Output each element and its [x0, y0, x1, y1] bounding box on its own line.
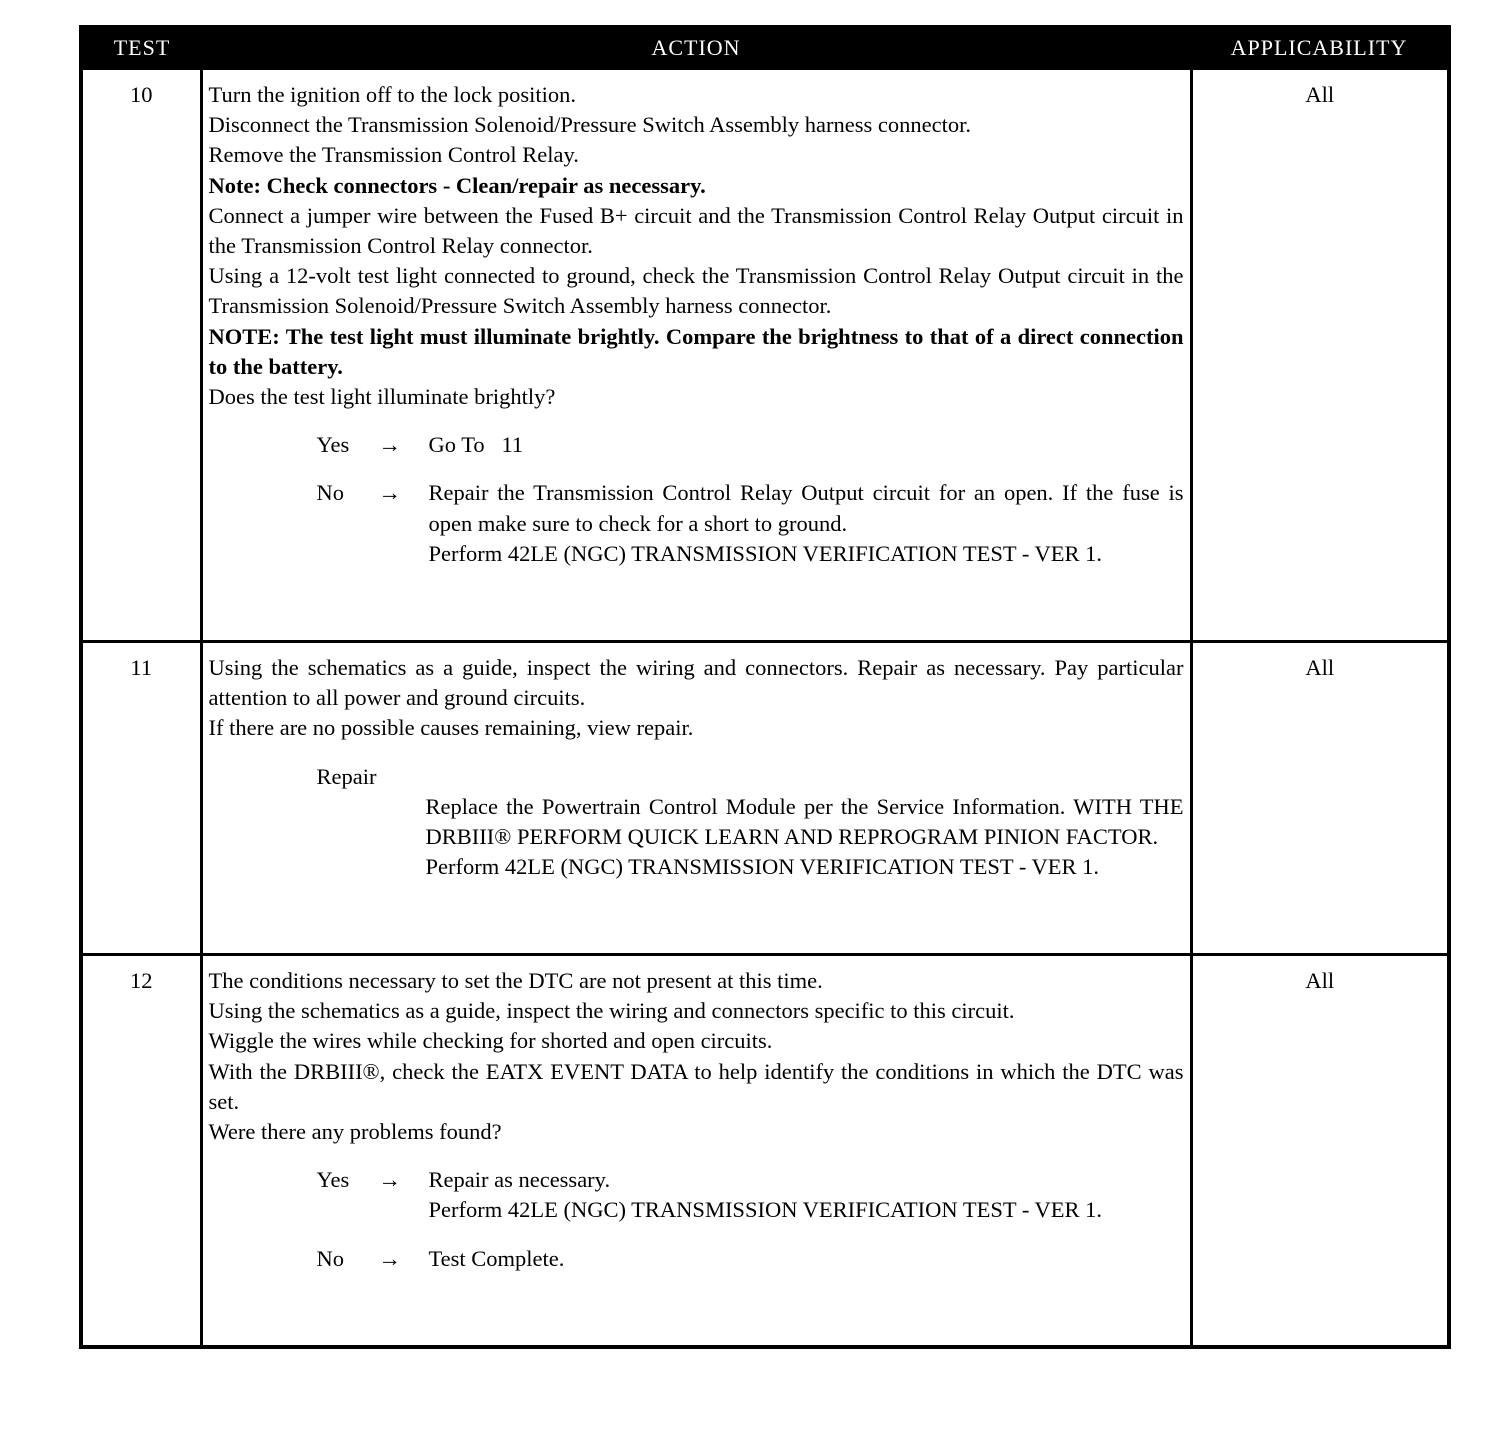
branch-yes — [209, 1165, 1184, 1225]
branch-block — [209, 1165, 1184, 1274]
action-cell — [201, 955, 1191, 1347]
table-header — [81, 27, 1449, 69]
action-line: Connect a jumper wire between the Fused B+ circuit and the Transmission Control Relay Output circuit in the Transmission Control Relay connector. — [208, 202, 1184, 259]
arrow-right-icon: → — [378, 1167, 401, 1193]
branch-result-text: Repair as necessary. — [428, 1167, 611, 1193]
branch-label: Yes — [316, 432, 350, 458]
branch-result — [429, 1165, 1184, 1225]
repair-block — [209, 762, 1184, 883]
action-note: NOTE: The test light must illuminate brightly. Compare the brightness to that of a direct connection to the battery. — [208, 323, 1184, 379]
arrow-right-icon: → — [378, 1245, 401, 1271]
action-note: Note: Check connectors - Clean/repair as necessary. — [208, 172, 706, 198]
table-row — [81, 69, 1449, 642]
action-question: Were there any problems found? — [208, 1119, 502, 1145]
diagnostic-table — [79, 25, 1451, 1349]
action-line: If there are no possible causes remaining, view repair. — [208, 715, 694, 741]
branch-yes — [209, 430, 1184, 460]
arrow-right-icon: → — [378, 480, 401, 506]
arrow-right-icon: → — [378, 432, 401, 458]
applicability-cell: All — [1191, 642, 1449, 955]
branch-label: Yes — [316, 1167, 350, 1193]
action-line: Disconnect the Transmission Solenoid/Pressure Switch Assembly harness connector. — [208, 112, 971, 138]
action-cell — [201, 642, 1191, 955]
action-line: Remove the Transmission Control Relay. — [208, 142, 579, 168]
repair-text-line: Replace the Powertrain Control Module per the Service Information. WITH THE DRBIII® PERFORM QUICK LEARN AND REPROGRAM PINION FACTOR. — [425, 793, 1184, 850]
table-row — [81, 642, 1449, 955]
action-question: Does the test light illuminate brightly? — [208, 384, 556, 410]
action-line: The conditions necessary to set the DTC are not present at this time. — [208, 968, 823, 993]
action-line: Turn the ignition off to the lock position. — [208, 82, 577, 107]
action-line: Using the schematics as a guide, inspect the wiring and connectors specific to this circuit. — [208, 998, 1015, 1024]
applicability-cell: All — [1191, 955, 1449, 1347]
header-action: ACTION — [201, 27, 1191, 69]
table-row — [81, 955, 1449, 1347]
repair-text-line: Perform 42LE (NGC) TRANSMISSION VERIFICATION TEST - VER 1. — [425, 854, 1100, 880]
repair-label: Repair — [316, 763, 377, 789]
applicability-cell: All — [1191, 69, 1449, 642]
test-number: 11 — [81, 642, 201, 955]
header-applicability: APPLICABILITY — [1191, 27, 1449, 69]
branch-result-text: Repair the Transmission Control Relay Output circuit for an open. If the fuse is open make sure to check for a short to ground. — [428, 480, 1184, 536]
action-line: Using a 12-volt test light connected to ground, check the Transmission Control Relay Output circuit in the Transmission Solenoid/Pressure Switch Assembly harness connector. — [208, 263, 1184, 319]
diagnostic-table-wrapper — [79, 25, 1447, 1349]
action-line: With the DRBIII®, check the EATX EVENT DATA to help identify the conditions in which the DTC was set. — [208, 1058, 1184, 1114]
test-number: 10 — [81, 69, 201, 642]
branch-label: No — [316, 480, 344, 506]
repair-text — [426, 792, 1184, 883]
branch-block — [209, 430, 1184, 569]
branch-result — [429, 478, 1184, 569]
branch-result: Test Complete. — [428, 1245, 565, 1271]
action-line: Using the schematics as a guide, inspect the wiring and connectors. Repair as necessary. Pay particular attention to all power and ground circuits. — [208, 655, 1184, 711]
branch-result-text: Perform 42LE (NGC) TRANSMISSION VERIFICATION TEST - VER 1. — [428, 540, 1103, 566]
test-number: 12 — [81, 955, 201, 1347]
header-test: TEST — [81, 27, 201, 69]
branch-no — [209, 1244, 1184, 1274]
branch-label: No — [316, 1245, 344, 1271]
branch-result: Go To 11 — [428, 432, 524, 458]
branch-no — [209, 478, 1184, 569]
action-cell — [201, 69, 1191, 642]
action-line: Wiggle the wires while checking for shorted and open circuits. — [208, 1028, 773, 1054]
branch-result-text: Perform 42LE (NGC) TRANSMISSION VERIFICATION TEST - VER 1. — [428, 1197, 1103, 1223]
